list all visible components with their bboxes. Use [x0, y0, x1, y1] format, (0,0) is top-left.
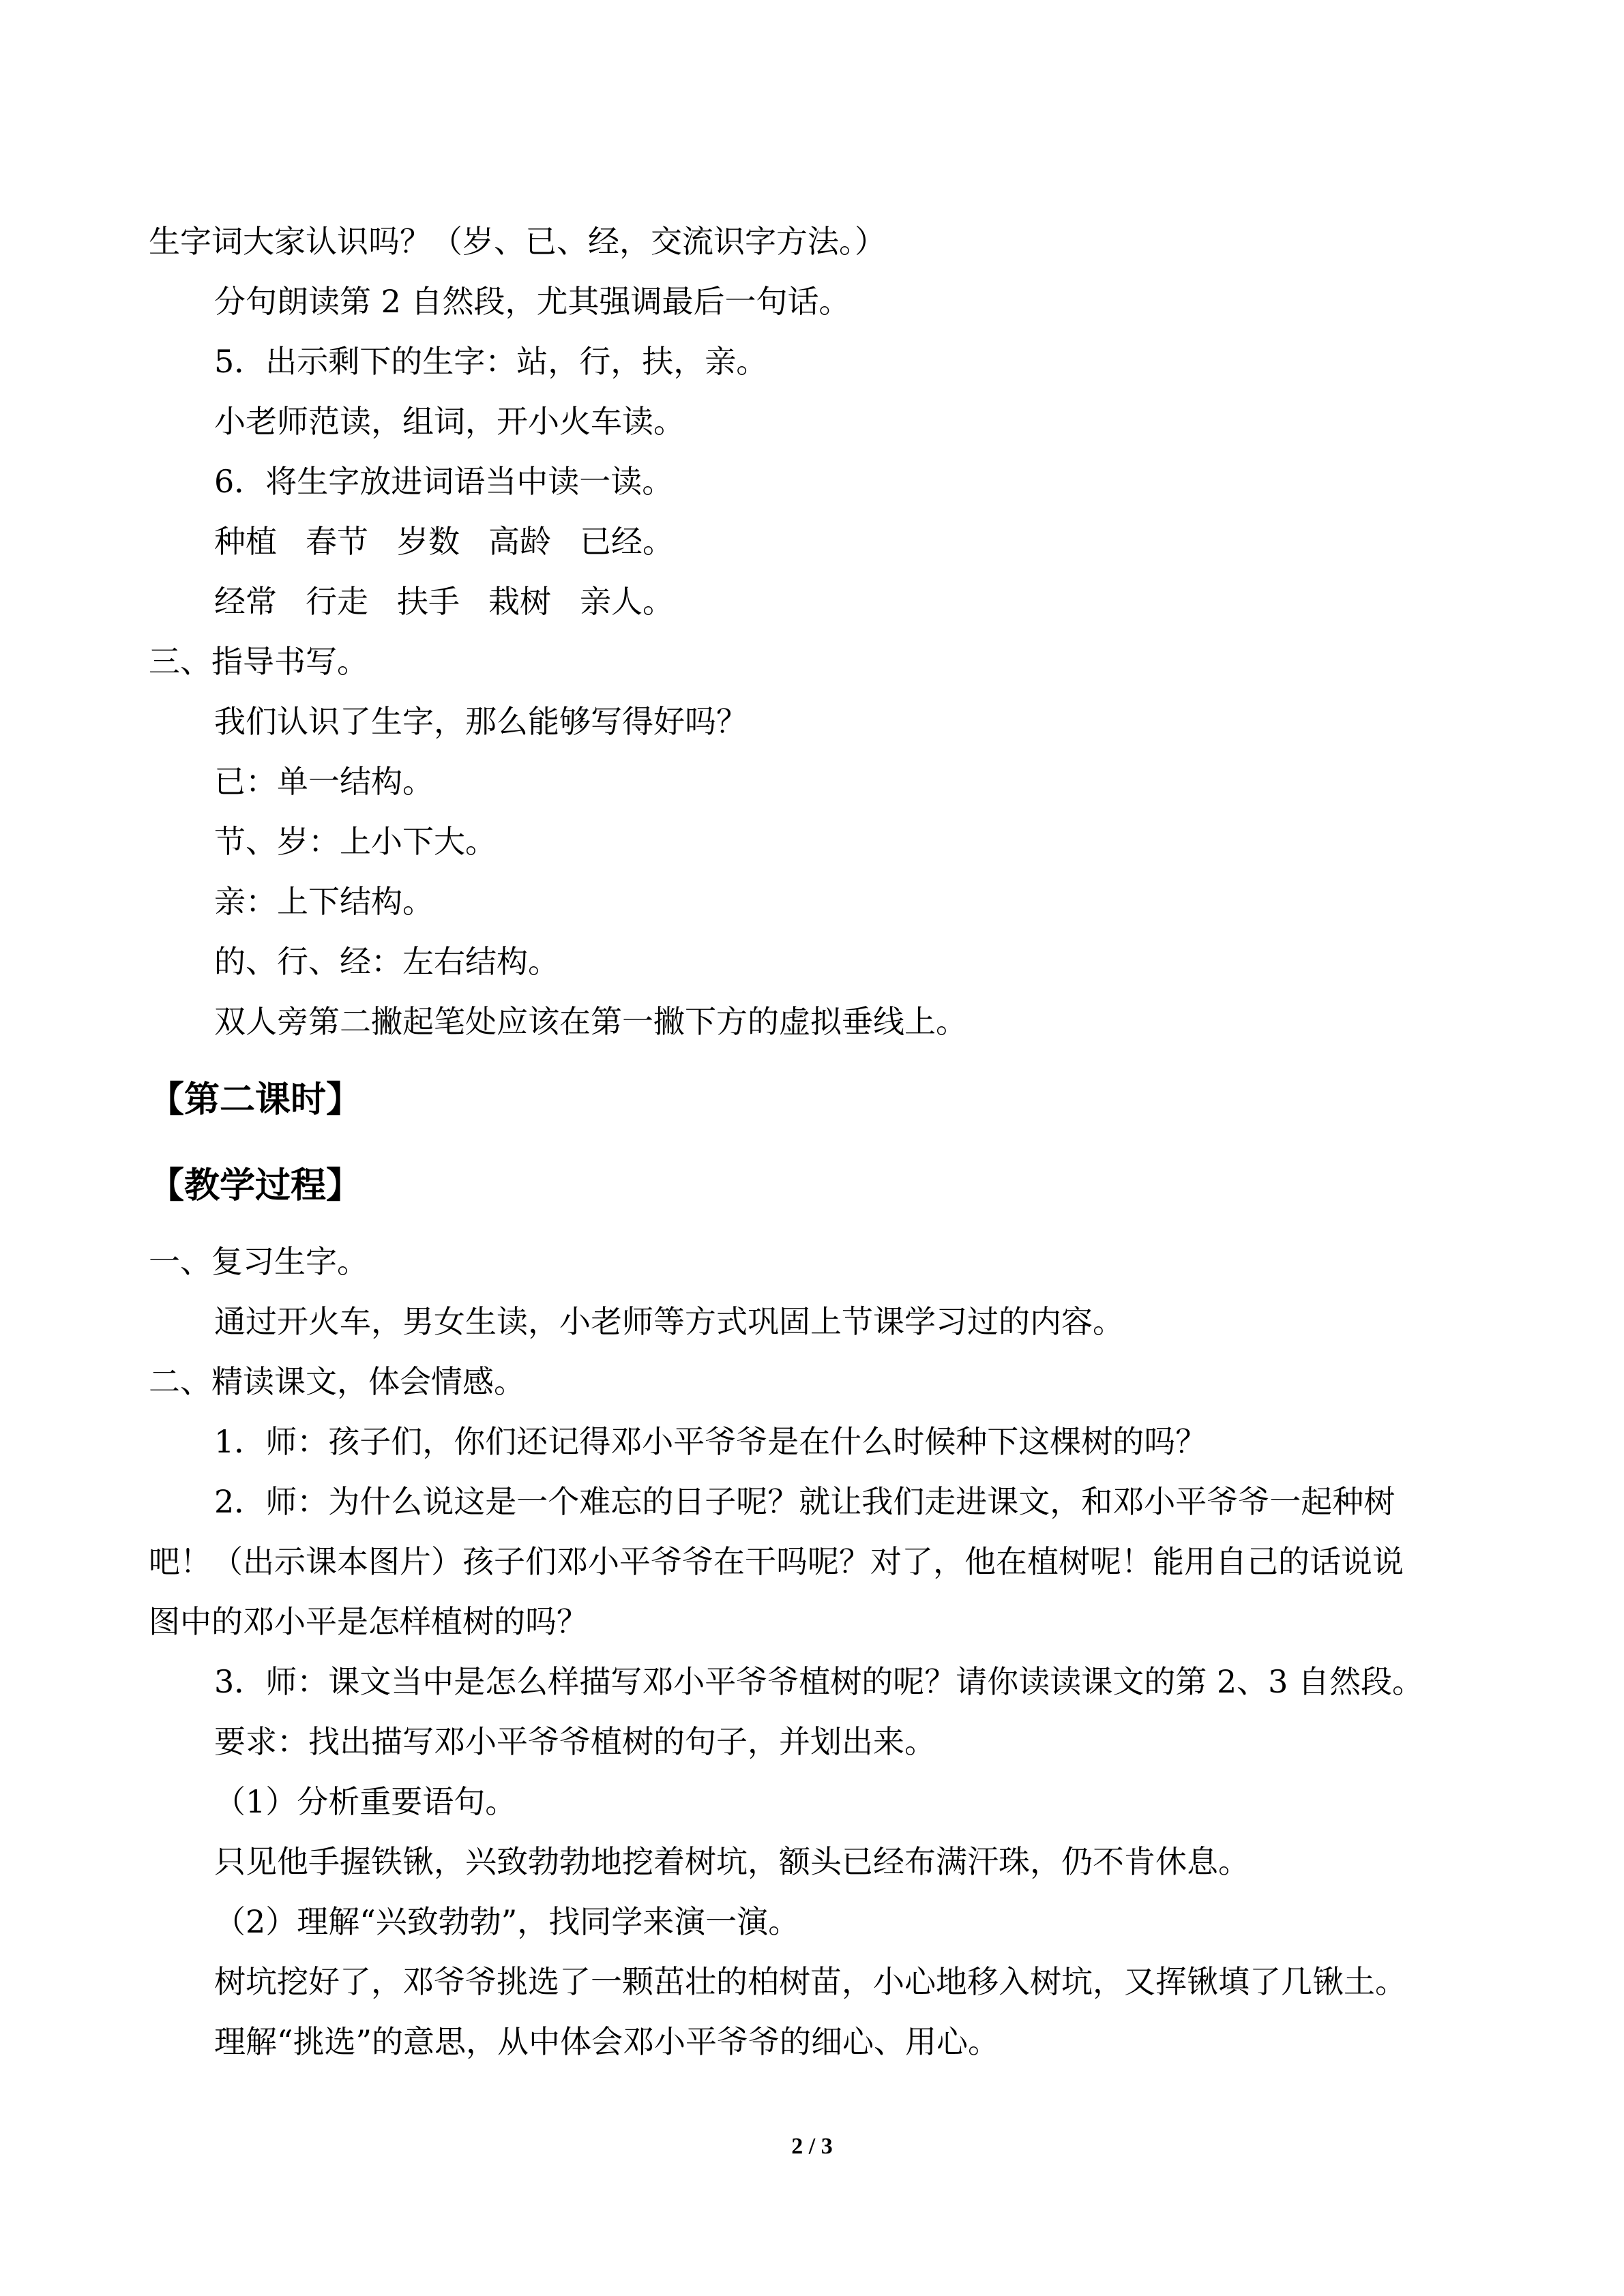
text-line: 理解“挑选”的意思，从中体会邓小平爷爷的细心、用心。	[214, 2023, 1000, 2060]
word-list-row-2	[149, 571, 1499, 631]
text-line: 我们认识了生字，那么能够写得好吗？	[214, 703, 748, 740]
text-line: 生字词大家认识吗？（岁、已、经，交流识字方法。）	[149, 223, 886, 260]
heading-teaching-process: 【教学过程】	[149, 1165, 362, 1206]
word-item: 栽树	[488, 583, 551, 620]
page-number: 2 / 3	[791, 2134, 833, 2159]
paragraph-line: 吧！（出示课本图片）孩子们邓小平爷爷在干吗呢？对了，他在植树呢！能用自己的话说说	[149, 1543, 1404, 1580]
text-line: 树坑挖好了，邓爷爷挑选了一颗茁壮的柏树苗，小心地移入树坑，又挥锹填了几锹土。	[214, 1963, 1406, 2000]
text-line: （2）理解“兴致勃勃”，找同学来演一演。	[214, 1903, 800, 1940]
text-line: 要求：找出描写邓小平爷爷植树的句子，并划出来。	[214, 1723, 936, 1760]
section-title: 三、指导书写。	[149, 643, 368, 680]
word-item: 扶手	[397, 583, 460, 620]
word-item: 高龄	[488, 523, 551, 560]
text-line: 小老师范读，组词，开小火车读。	[214, 403, 685, 440]
word-list-row-1	[149, 511, 1499, 571]
text-line: 通过开火车，男女生读，小老师等方式巩固上节课学习过的内容。	[214, 1303, 1124, 1340]
word-item: 经常	[214, 583, 277, 620]
section-title: 一、复习生字。	[149, 1243, 368, 1280]
word-item: 已经。	[580, 523, 674, 560]
text-line: 节、岁：上小下大。	[214, 823, 497, 860]
text-line: 3．师：课文当中是怎么样描写邓小平爷爷植树的呢？请你读读课文的第 2、3 自然段。	[214, 1663, 1424, 1700]
text-line: 的、行、经：左右结构。	[214, 943, 559, 980]
text-line: 亲：上下结构。	[214, 883, 434, 920]
word-item: 春节	[306, 523, 368, 560]
word-item: 亲人。	[580, 583, 674, 620]
word-item: 行走	[306, 583, 368, 620]
text-line: （1）分析重要语句。	[214, 1783, 517, 1820]
section-title: 二、精读课文，体会情感。	[149, 1363, 525, 1400]
word-item: 岁数	[397, 523, 460, 560]
text-line: 6．将生字放进词语当中读一读。	[214, 463, 674, 500]
text-line: 1．师：孩子们，你们还记得邓小平爷爷是在什么时候种下这棵树的吗？	[214, 1423, 1207, 1460]
paragraph-line: 图中的邓小平是怎样植树的吗？	[149, 1603, 588, 1640]
word-item: 种植	[214, 523, 277, 560]
text-line: 双人旁第二撇起笔处应该在第一撇下方的虚拟垂线上。	[214, 1003, 967, 1040]
text-line: 5．出示剩下的生字：站，行，扶，亲。	[214, 343, 768, 380]
heading-second-lesson: 【第二课时】	[149, 1079, 362, 1120]
document-body	[149, 211, 1499, 2072]
text-line: 已：单一结构。	[214, 763, 434, 800]
paragraph-line: 2．师：为什么说这是一个难忘的日子呢？就让我们走进课文，和邓小平爷爷一起种树	[214, 1483, 1396, 1520]
text-line: 分句朗读第 2 自然段，尤其强调最后一句话。	[214, 283, 851, 320]
text-line: 只见他手握铁锹，兴致勃勃地挖着树坑，额头已经布满汗珠，仍不肯休息。	[214, 1843, 1250, 1880]
